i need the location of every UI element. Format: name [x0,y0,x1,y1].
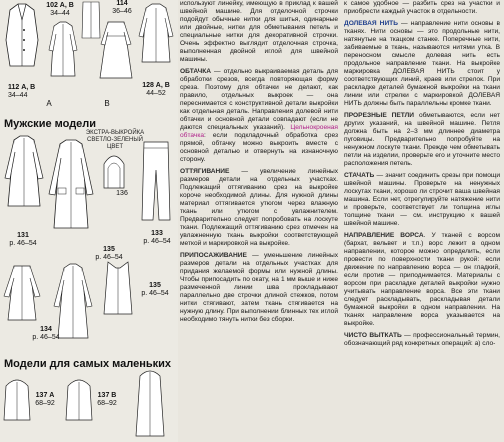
model-sizes: 68–92 [35,400,55,407]
entry-term: СТАЧАТЬ [344,172,375,179]
entry-text: — уменьшение линейных размеров детали на отдельных участках для придания желаемой формы или нужной длины. Чтобы припосадить по окату, на 1 мм выше и ниже размеченной линии шва прокладывают параллельно две строчки длиной стежков, потом нитки стягивают, затем ткань стягивается на нужную длину. При выполнении блинных тех иглой необходимо тянуть нитки без сборки. [180,252,338,323]
glossary-entry [344,232,500,328]
entry-text: . У тканей с ворсом (бархат, вельвет и т.п.) ворс лежит в одном направлении, которое можно определить, если провести по поверхности ткани рукой: если движение по направлению ворса — он гладкий, если против — приподнимается. Материалы с ворсом при раскладке деталей выкройки нужно учитывать направление ворса. Все эти ткани следует раскладывать, раскладывая детали бумажной выкройки в одном направлении. На тканях направление ворса указывается на выкройке. [344,232,500,327]
entry-text: — направление нити основы в тканях. Нити основы — это продольные нити, натянутые на ткацком станке. Поперечные нити, забиваемые в ткань, называются нитями утка. В переносном смысле долевая нить есть продольное направление ткани. На выкройке маркировка ДОЛЕВАЯ НИТЬ стоит у соответствующих линий, краев или стрелок. При раскладке деталей бумажной выкройки на ткани линии или стрелки с маркировкой ДОЛЕВАЯ НИТЬ должны быть параллельны кромке ткани. [344,20,500,107]
variant-letter: В [104,99,110,108]
entry-text: — отдельно выкраиваемая деталь для обработки срезов, всегда повторяющая форму среза. Поэтому для обтачки не делают, как правило, отдельных выкроек — она переснимается с конструктивной детали выкройки как отдельная деталь. Направления долевой нити обтачки и основной детали совпадают (если не даются специальных указаний). [180,68,338,131]
glossary-entry [180,168,338,248]
model-label [0,232,46,248]
dress-114-sketch [96,18,136,80]
model-sizes: 36–46 [112,8,132,15]
entry-term: НАПРАВЛЕНИЕ ВОРСА [344,232,424,239]
model-label [30,392,60,408]
model-sizes: р. 46–54 [141,290,169,297]
entry-text: — увеличение линейных размеров детали на отдельных участках. Подлежащий оттягиванию срез на выкройке короче необходимой длины. Для нужной длины материал оттягивается утюгом через влажную ткань или утюгом с увлажнителем. Предварительно следует попробовать на лоскуте ткани. Подлежащий оттягиванию срез отмечен на увлажненную ткань выкройки соответствующей меткой и маркировкой на выкройке. [180,168,338,247]
extra-pattern-note: ЭКСТРА-ВЫКРОЙКА СВЕТЛО-ЗЕЛЕНЫЙ ЦВЕТ [85,130,145,150]
glossary-entry [180,252,338,324]
model-sizes: р. 46–54 [143,238,171,245]
model-sizes: 34–44 [50,10,70,17]
glossary-entry [344,172,500,228]
model-number: 114 [116,0,128,7]
glossary-entry [180,0,338,64]
men-shirt-sketch [2,262,42,322]
model-sizes: 34–44 [8,92,28,99]
model-number: 137 А [35,392,55,399]
model-number: 133 [151,230,163,237]
entry-term: ПРОРЕЗНЫЕ ПЕТЛИ [344,112,415,119]
glossary-column-middle [180,0,338,328]
entry-term: ОТТЯГИВАНИЕ [180,168,230,175]
entry-highlight: Цельнокроеная обтачка [180,124,338,139]
entry-term: ПРИПОСАЖИВАНИЕ [180,252,247,259]
model-sizes: р. 46–54 [95,254,123,261]
variant-letter: А [46,99,52,108]
kids-overall-sketch [64,374,94,422]
entry-term: ЧИСТО ВЫТКАТЬ [344,332,402,339]
model-number: 135 [149,282,161,289]
model-number: 136 [116,190,128,197]
section-title-men: Мужские модели [4,118,97,130]
model-sizes: р. 46–54 [32,334,60,341]
model-label [134,82,178,98]
model-label [26,326,66,342]
men-jacket-sketch [46,138,96,230]
men-trousers-sketch [136,140,176,222]
entry-text: используют линейку, имеющую в приклад к вашей швейной машине. Для отделочной строчки подойдут обычные нитки для шитья, одинарные или двойные, нитки для обметывания петель и специальные нитки для декоративной строчки. Очень эффектно выглядит отделочная строчка, выполненная двойной иглой для швейной машины. [180,0,338,63]
jacket-128-sketch [136,2,176,64]
model-label [104,0,140,16]
model-sizes: 44–52 [146,90,166,97]
entry-text: к самое удобное — разбить срез на участки и приобрести каждый участок в отдельности. [344,0,500,15]
men-vest-sketch [100,260,136,316]
glossary-column-right [344,0,500,352]
kids-romper-sketch [130,368,170,438]
blouse-sketch [48,20,78,78]
model-number: 135 [103,246,115,253]
model-label [134,282,176,298]
section-title-kids: Модели для самых маленьких [4,358,172,370]
model-label [92,392,122,408]
entry-text: — профессиональный термин, обозначающий ряд конкретных операций: а) сло- [344,332,501,347]
glossary-entry [344,0,500,16]
entry-term: ДОЛЕВАЯ НИТЬ [344,20,398,27]
glossary-entry [344,20,500,108]
model-number: 134 [40,326,52,333]
jacket-102-sketch [2,0,42,68]
glossary-entry [344,112,500,168]
glossary-entry [180,68,338,164]
model-label [40,2,80,18]
illustration-column [0,0,178,442]
entry-text: обметываются, если нет других указаний, на швейной машине. Петля должна быть на 2–3 мм длиннее диаметра пуговицы. Предварительно попробуйте на ненужном лоскуте ткани. Прежде чем обметывать петли на изделии, проверьте его и уточните место расположения петель. [344,112,501,167]
model-number: 102 А, В [46,2,74,9]
model-number: 137 В [97,392,117,399]
model-number: 131 [17,232,29,239]
model-sizes: р. 46–54 [9,240,37,247]
model-label [136,230,178,246]
men-coat-sketch [2,134,46,208]
model-sizes: 68–92 [97,400,117,407]
model-number: 112 А, В [8,84,36,91]
model-label [8,84,48,100]
kids-jacket-sketch [2,374,32,422]
glossary-entry [344,332,500,348]
model-number: 128 А, В [142,82,170,89]
hood-sketch [100,150,128,190]
entry-text: — значит соединить срезы при помощи швейной машины. Проверьте на ненужных лоскутах ткани, хорошо ли строчит ваша швейная машина. Если нет, отрегулируйте натяжение нити и проверьте, соответствует ли толщина иглы толщине ткани — см. инструкцию к вашей швейной машине. [344,172,500,227]
entry-text: : если подкладочный обработка срез прямой, обтачку можно выкроить вместе с основной деталью и отвернуть на изнаночную сторону. [180,132,338,163]
entry-term: ОБТАЧКА [180,68,211,75]
